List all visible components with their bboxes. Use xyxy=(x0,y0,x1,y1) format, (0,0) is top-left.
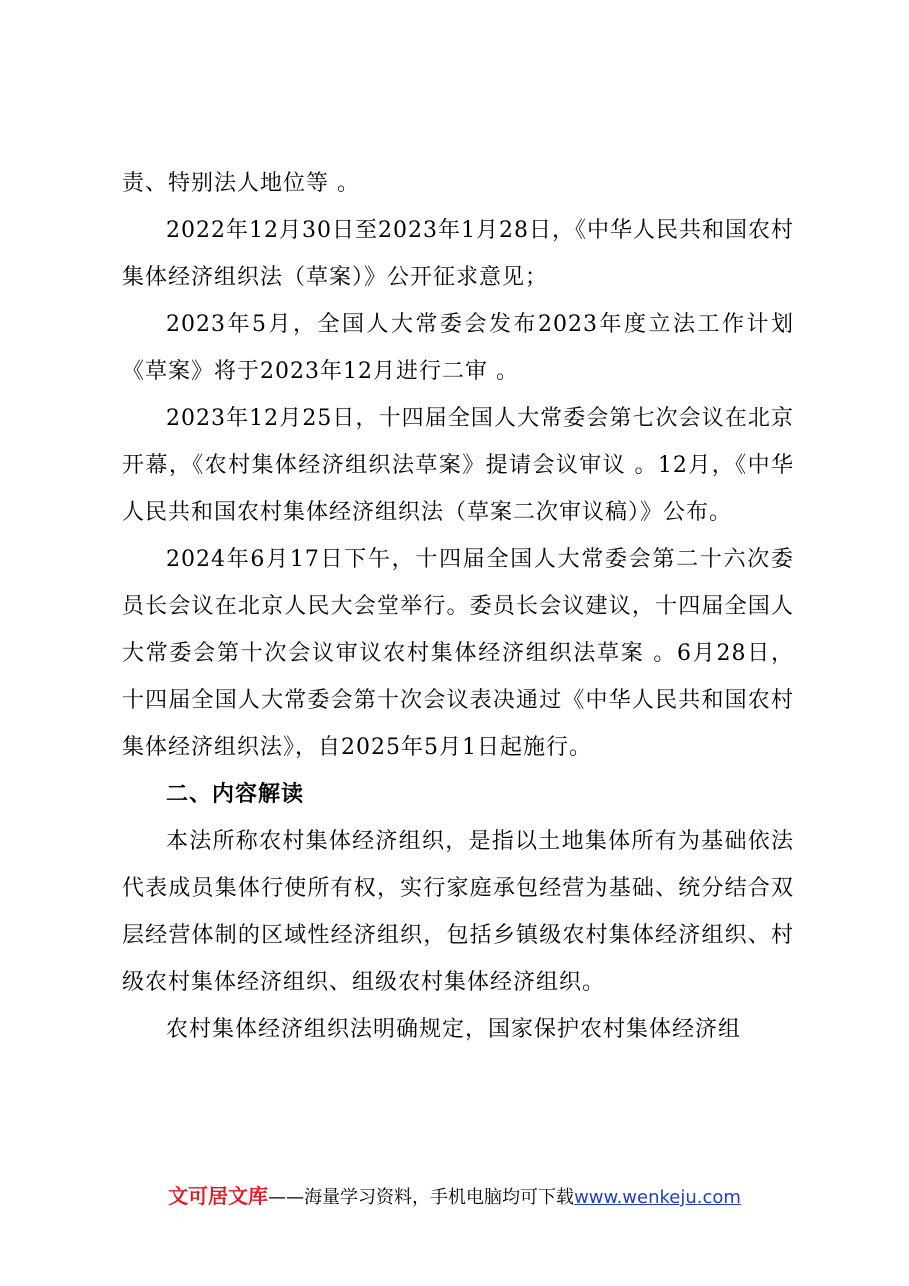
paragraph-second-review: 2023年12月25日，十四届全国人大常委会第七次会议在北京开幕，《农村集体经济组织法草案》提请会议审议 。12月，《中华人民共和国农村集体经济组织法（草案二次审议稿）》公布。 xyxy=(122,406,794,525)
footer-banner xyxy=(0,1180,909,1214)
paragraph-definition: 本法所称农村集体经济组织，是指以土地集体所有为基础依法代表成员集体行使所有权，实行家庭承包经营为基础、统分结合双层经营体制的区域性经济组织，包括乡镇级农村集体经济组织、村级农村集体经济组织、组级农村集体经济组织。 xyxy=(122,829,794,995)
paragraph-continuation: 责、特别法人地位等 。 xyxy=(122,171,360,196)
footer-brand: 文可居文库 xyxy=(168,1184,269,1208)
footer-url-link[interactable]: www.wenkeju.com xyxy=(574,1187,741,1208)
section-heading: 二、内容解读 xyxy=(166,782,305,807)
paragraph-draft-consultation: 2022年12月30日至2023年1月28日，《中华人民共和国农村集体经济组织法（草案）》公开征求意见； xyxy=(122,218,794,290)
paragraph-adoption: 2024年6月17日下午，十四届全国人大常委会第二十六次委员长会议在北京人民大会堂举行。委员长会议建议，十四届全国人大常委会第十次会议审议农村集体经济组织法草案 。6月28日，十四届全国人大常委会第十次会议表决通过《中华人民共和国农村集体经济组织法》，自2025年5月1日起施行。 xyxy=(122,547,794,760)
document-body xyxy=(122,160,794,1053)
paragraph-protection: 农村集体经济组织法明确规定，国家保护农村集体经济组 xyxy=(166,1017,742,1042)
footer-slogan: ——海量学习资料，手机电脑均可下载 xyxy=(268,1187,575,1208)
paragraph-legislative-plan: 2023年5月，全国人大常委会发布2023年度立法工作计划《草案》将于2023年12月进行二审 。 xyxy=(122,312,794,384)
